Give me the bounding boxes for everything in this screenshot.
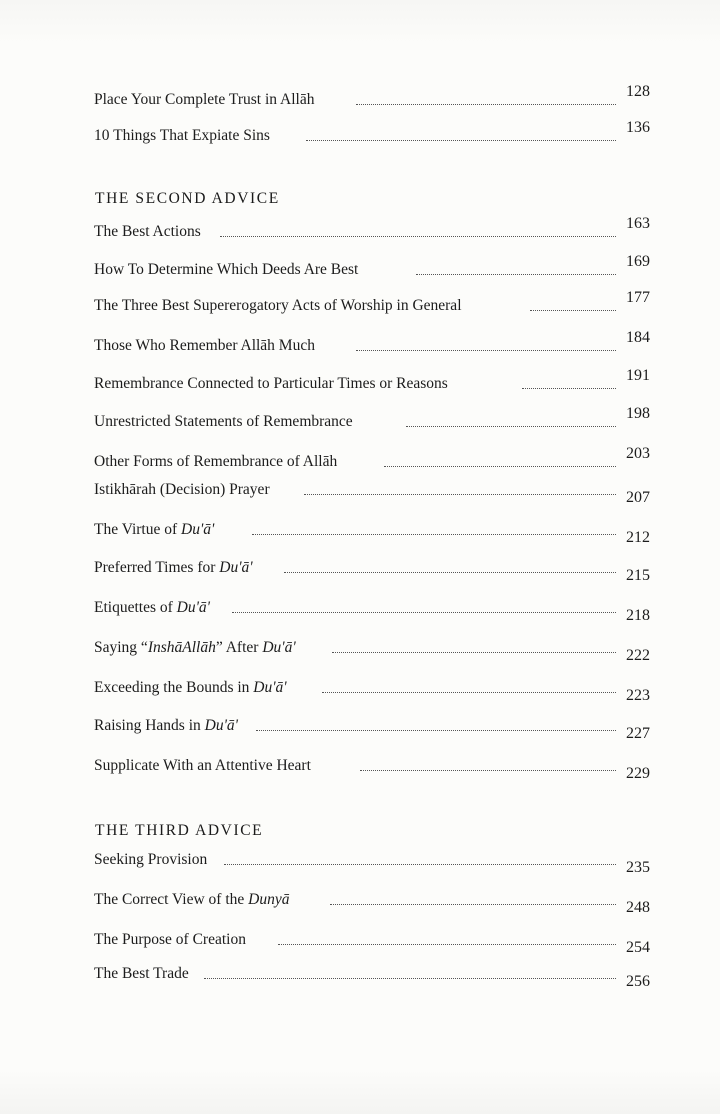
- toc-page-number: 169: [626, 253, 650, 270]
- dot-leader: [406, 426, 616, 427]
- toc-page-number: 235: [626, 859, 650, 876]
- toc-page-number: 203: [626, 445, 650, 462]
- toc-page-number: 222: [626, 647, 650, 664]
- toc-entry-title: The Three Best Supererogatory Acts of Worship in General: [94, 297, 462, 314]
- toc-entry[interactable]: [94, 215, 650, 244]
- toc-entry[interactable]: [94, 754, 650, 782]
- toc-entry[interactable]: [94, 367, 650, 396]
- toc-entry-title: Unrestricted Statements of Remembrance: [94, 413, 353, 430]
- toc-entry-title: Seeking Provision: [94, 851, 208, 868]
- dot-leader: [204, 978, 616, 979]
- toc-page-number: 191: [626, 367, 650, 384]
- toc-entry[interactable]: [94, 83, 650, 112]
- toc-entry[interactable]: [94, 556, 650, 584]
- toc-page-number: 223: [626, 687, 650, 704]
- toc-entry[interactable]: [94, 445, 650, 474]
- toc-page-number: 207: [626, 489, 650, 506]
- toc-entry-title: 10 Things That Expiate Sins: [94, 127, 270, 144]
- toc-entry-title: Etiquettes of Du'ā': [94, 599, 210, 616]
- toc-entry[interactable]: [94, 928, 650, 956]
- dot-leader: [356, 350, 616, 351]
- toc-entry-title: The Purpose of Creation: [94, 931, 246, 948]
- dot-leader: [232, 612, 616, 613]
- dot-leader: [278, 944, 616, 945]
- section-heading: THE SECOND ADVICE: [95, 190, 280, 207]
- toc-entry[interactable]: [94, 848, 650, 876]
- toc-page-number: 198: [626, 405, 650, 422]
- toc-entry-title: Preferred Times for Du'ā': [94, 559, 253, 576]
- dot-leader: [256, 730, 616, 731]
- dot-leader: [332, 652, 616, 653]
- dot-leader: [284, 572, 616, 573]
- toc-page-number: 229: [626, 765, 650, 782]
- toc-page-number: 128: [626, 83, 650, 100]
- toc-entry[interactable]: [94, 714, 650, 742]
- toc-entry-title: The Virtue of Du'ā': [94, 521, 215, 538]
- toc-page-number: 184: [626, 329, 650, 346]
- toc-page-number: 227: [626, 725, 650, 742]
- toc-entry[interactable]: [94, 289, 650, 318]
- section-heading: THE THIRD ADVICE: [95, 822, 264, 839]
- toc-page-number: 136: [626, 119, 650, 136]
- toc-entry-title: Saying “InshāAllāh” After Du'ā': [94, 639, 296, 656]
- toc-page-number: 248: [626, 899, 650, 916]
- toc-page-number: 177: [626, 289, 650, 306]
- toc-page-number: 163: [626, 215, 650, 232]
- toc-entry[interactable]: [94, 119, 650, 148]
- toc-entry[interactable]: [94, 596, 650, 624]
- toc-entry[interactable]: [94, 329, 650, 358]
- toc-entry-title: Supplicate With an Attentive Heart: [94, 757, 311, 774]
- toc-page-number: 215: [626, 567, 650, 584]
- toc-page-number: 254: [626, 939, 650, 956]
- toc-entry[interactable]: [94, 478, 650, 506]
- dot-leader: [384, 466, 616, 467]
- dot-leader: [360, 770, 616, 771]
- dot-leader: [252, 534, 616, 535]
- dot-leader: [416, 274, 616, 275]
- toc-page-number: 212: [626, 529, 650, 546]
- toc-page-number: 218: [626, 607, 650, 624]
- toc-entry[interactable]: [94, 676, 650, 704]
- dot-leader: [330, 904, 616, 905]
- dot-leader: [224, 864, 616, 865]
- dot-leader: [304, 494, 616, 495]
- dot-leader: [220, 236, 616, 237]
- toc-entry-title: Those Who Remember Allāh Much: [94, 337, 315, 354]
- toc-entry-title: The Best Trade: [94, 965, 189, 982]
- toc-entry-title: Remembrance Connected to Particular Times or Reasons: [94, 375, 448, 392]
- toc-page-number: 256: [626, 973, 650, 990]
- dot-leader: [530, 310, 616, 311]
- toc-entry-title: Raising Hands in Du'ā': [94, 717, 238, 734]
- toc-entry[interactable]: [94, 888, 650, 916]
- toc-entry-title: How To Determine Which Deeds Are Best: [94, 261, 359, 278]
- toc-entry[interactable]: [94, 405, 650, 434]
- toc-entry-title: Place Your Complete Trust in Allāh: [94, 91, 315, 108]
- toc-entry-title: The Best Actions: [94, 223, 201, 240]
- toc-entry-title: Istikhārah (Decision) Prayer: [94, 481, 270, 498]
- toc-entry[interactable]: [94, 962, 650, 990]
- dot-leader: [322, 692, 616, 693]
- dot-leader: [306, 140, 616, 141]
- dot-leader: [356, 104, 616, 105]
- toc-entry-title: The Correct View of the Dunyā: [94, 891, 290, 908]
- toc-entry[interactable]: [94, 518, 650, 546]
- toc-entry-title: Other Forms of Remembrance of Allāh: [94, 453, 338, 470]
- toc-entry[interactable]: [94, 636, 650, 664]
- dot-leader: [522, 388, 616, 389]
- toc-entry-title: Exceeding the Bounds in Du'ā': [94, 679, 287, 696]
- toc-entry[interactable]: [94, 253, 650, 282]
